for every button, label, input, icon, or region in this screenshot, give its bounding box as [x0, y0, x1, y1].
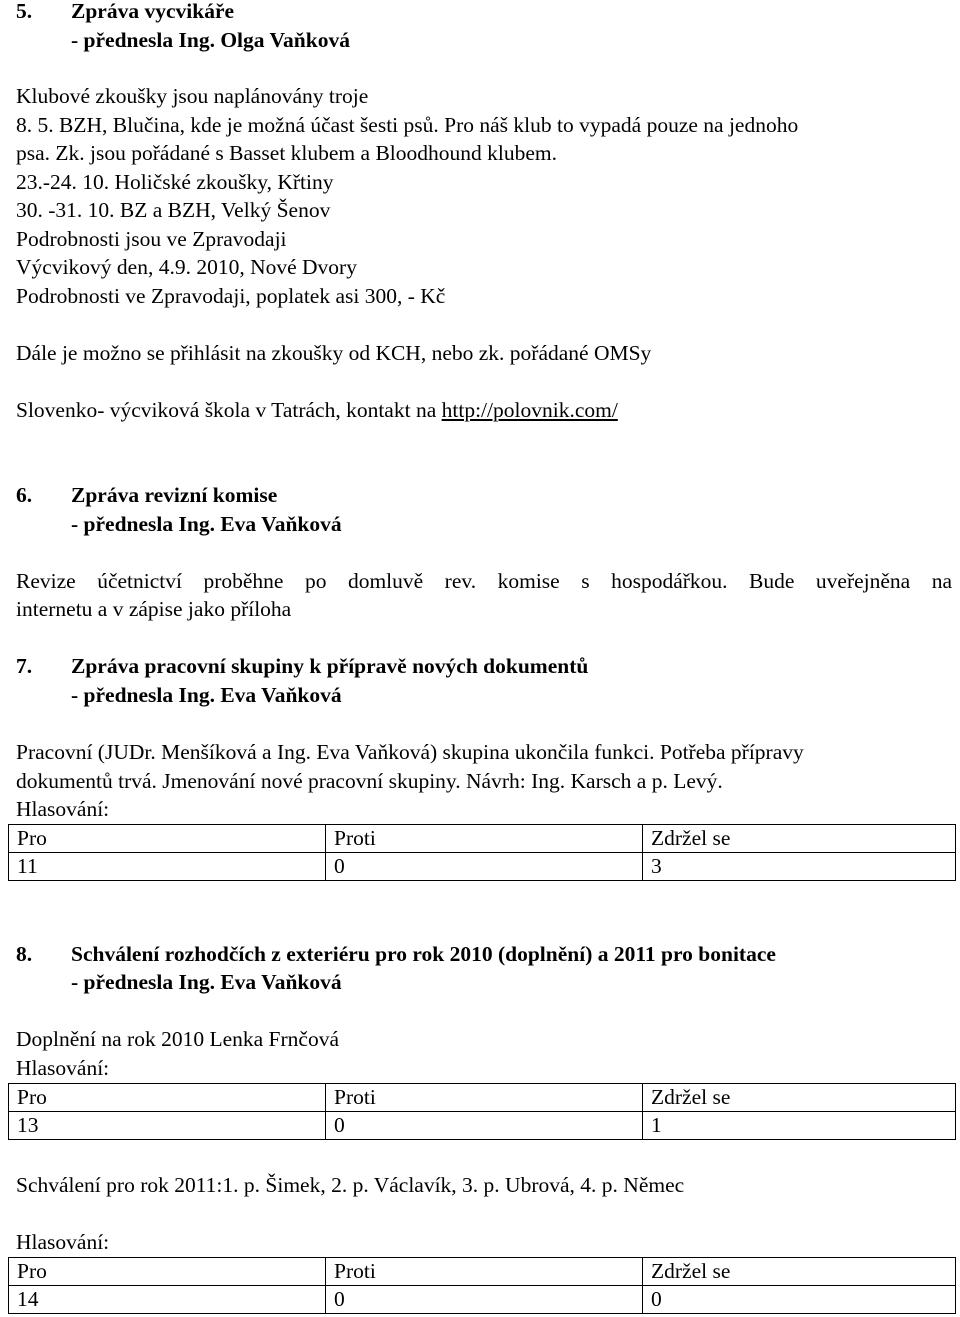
s8-vote2-table: [8, 1257, 956, 1314]
section-8-presenter: - přednesla Ing. Eva Vaňková: [71, 970, 342, 994]
header-zdrzel: Zdržel se: [643, 1084, 956, 1112]
s5-line-7: Výcvikový den, 4.9. 2010, Nové Dvory: [16, 255, 357, 279]
table-header-row: [9, 1084, 956, 1112]
header-proti: Proti: [326, 825, 643, 853]
s7-line-1: Pracovní (JUDr. Menšíková a Ing. Eva Vaňková) skupina ukončila funkci. Potřeba přípravy: [16, 740, 804, 764]
header-zdrzel: Zdržel se: [643, 825, 956, 853]
vote-zdrzel: 0: [643, 1286, 956, 1314]
s5-line-2: 8. 5. BZH, Blučina, kde je možná účast šesti psů. Pro náš klub to vypadá pouze na jednoho: [16, 113, 799, 137]
section-8-title: Schválení rozhodčích z exteriéru pro rok 2010 (doplnění) a 2011 pro bonitace: [71, 942, 776, 966]
s8-vote2-label: Hlasování:: [16, 1230, 110, 1254]
s7-vote-label: Hlasování:: [16, 797, 110, 821]
section-7-title: Zpráva pracovní skupiny k přípravě nových dokumentů: [71, 654, 589, 678]
table-row: [9, 1112, 956, 1140]
header-zdrzel: Zdržel se: [643, 1258, 956, 1286]
s7-vote-table: [8, 824, 956, 881]
vote-proti: 0: [326, 1286, 643, 1314]
s5-line-1: Klubové zkoušky jsou naplánovány troje: [16, 84, 369, 108]
table-header-row: [9, 825, 956, 853]
s8-approval: Schválení pro rok 2011:1. p. Šimek, 2. p. Václavík, 3. p. Ubrová, 4. p. Němec: [16, 1173, 685, 1197]
s8-vote1-label: Hlasování:: [16, 1056, 110, 1080]
vote-zdrzel: 1: [643, 1112, 956, 1140]
vote-zdrzel: 3: [643, 853, 956, 881]
s6-line-2: internetu a v zápise jako příloha: [16, 597, 292, 621]
section-6-presenter: - přednesla Ing. Eva Vaňková: [71, 512, 342, 536]
s6-line-1: Revize účetnictví proběhne po domluvě rev. komise s hospodářkou. Bude uveřejněna na: [16, 569, 952, 593]
s5-line-4: 23.-24. 10. Holičské zkoušky, Křtiny: [16, 170, 334, 194]
vote-pro: 14: [9, 1286, 326, 1314]
vote-proti: 0: [326, 853, 643, 881]
section-8-number: 8.: [16, 942, 33, 966]
vote-pro: 11: [9, 853, 326, 881]
s5-more-exams: Dále je možno se přihlásit na zkoušky od KCH, nebo zk. pořádané OMSy: [16, 341, 652, 365]
header-pro: Pro: [9, 825, 326, 853]
table-row: [9, 853, 956, 881]
s5-line-8: Podrobnosti ve Zpravodaji, poplatek asi 300, - Kč: [16, 284, 446, 308]
s5-line-5: 30. -31. 10. BZ a BZH, Velký Šenov: [16, 198, 331, 222]
section-5-title: Zpráva vycvikáře: [71, 0, 235, 23]
section-6-title: Zpráva revizní komise: [71, 483, 278, 507]
s8-supplement: Doplnění na rok 2010 Lenka Frnčová: [16, 1027, 340, 1051]
s5-slovak-text: Slovenko- výcviková škola v Tatrách, kontakt na: [16, 398, 442, 422]
section-5-number: 5.: [16, 0, 33, 23]
table-header-row: [9, 1258, 956, 1286]
header-pro: Pro: [9, 1084, 326, 1112]
header-proti: Proti: [326, 1258, 643, 1286]
section-7-presenter: - přednesla Ing. Eva Vaňková: [71, 683, 342, 707]
polovnik-link[interactable]: http://polovnik.com/: [441, 398, 618, 422]
vote-proti: 0: [326, 1112, 643, 1140]
s5-line-6: Podrobnosti jsou ve Zpravodaji: [16, 227, 287, 251]
section-5-presenter: - přednesla Ing. Olga Vaňková: [71, 28, 350, 52]
section-7-number: 7.: [16, 654, 33, 678]
section-6-number: 6.: [16, 483, 33, 507]
header-proti: Proti: [326, 1084, 643, 1112]
s5-slovak-school: [16, 396, 618, 425]
table-row: [9, 1286, 956, 1314]
header-pro: Pro: [9, 1258, 326, 1286]
s7-line-2: dokumentů trvá. Jmenování nové pracovní skupiny. Návrh: Ing. Karsch a p. Levý.: [16, 769, 723, 793]
s5-line-3: psa. Zk. jsou pořádané s Basset klubem a Bloodhound klubem.: [16, 141, 558, 165]
s8-vote1-table: [8, 1083, 956, 1140]
vote-pro: 13: [9, 1112, 326, 1140]
